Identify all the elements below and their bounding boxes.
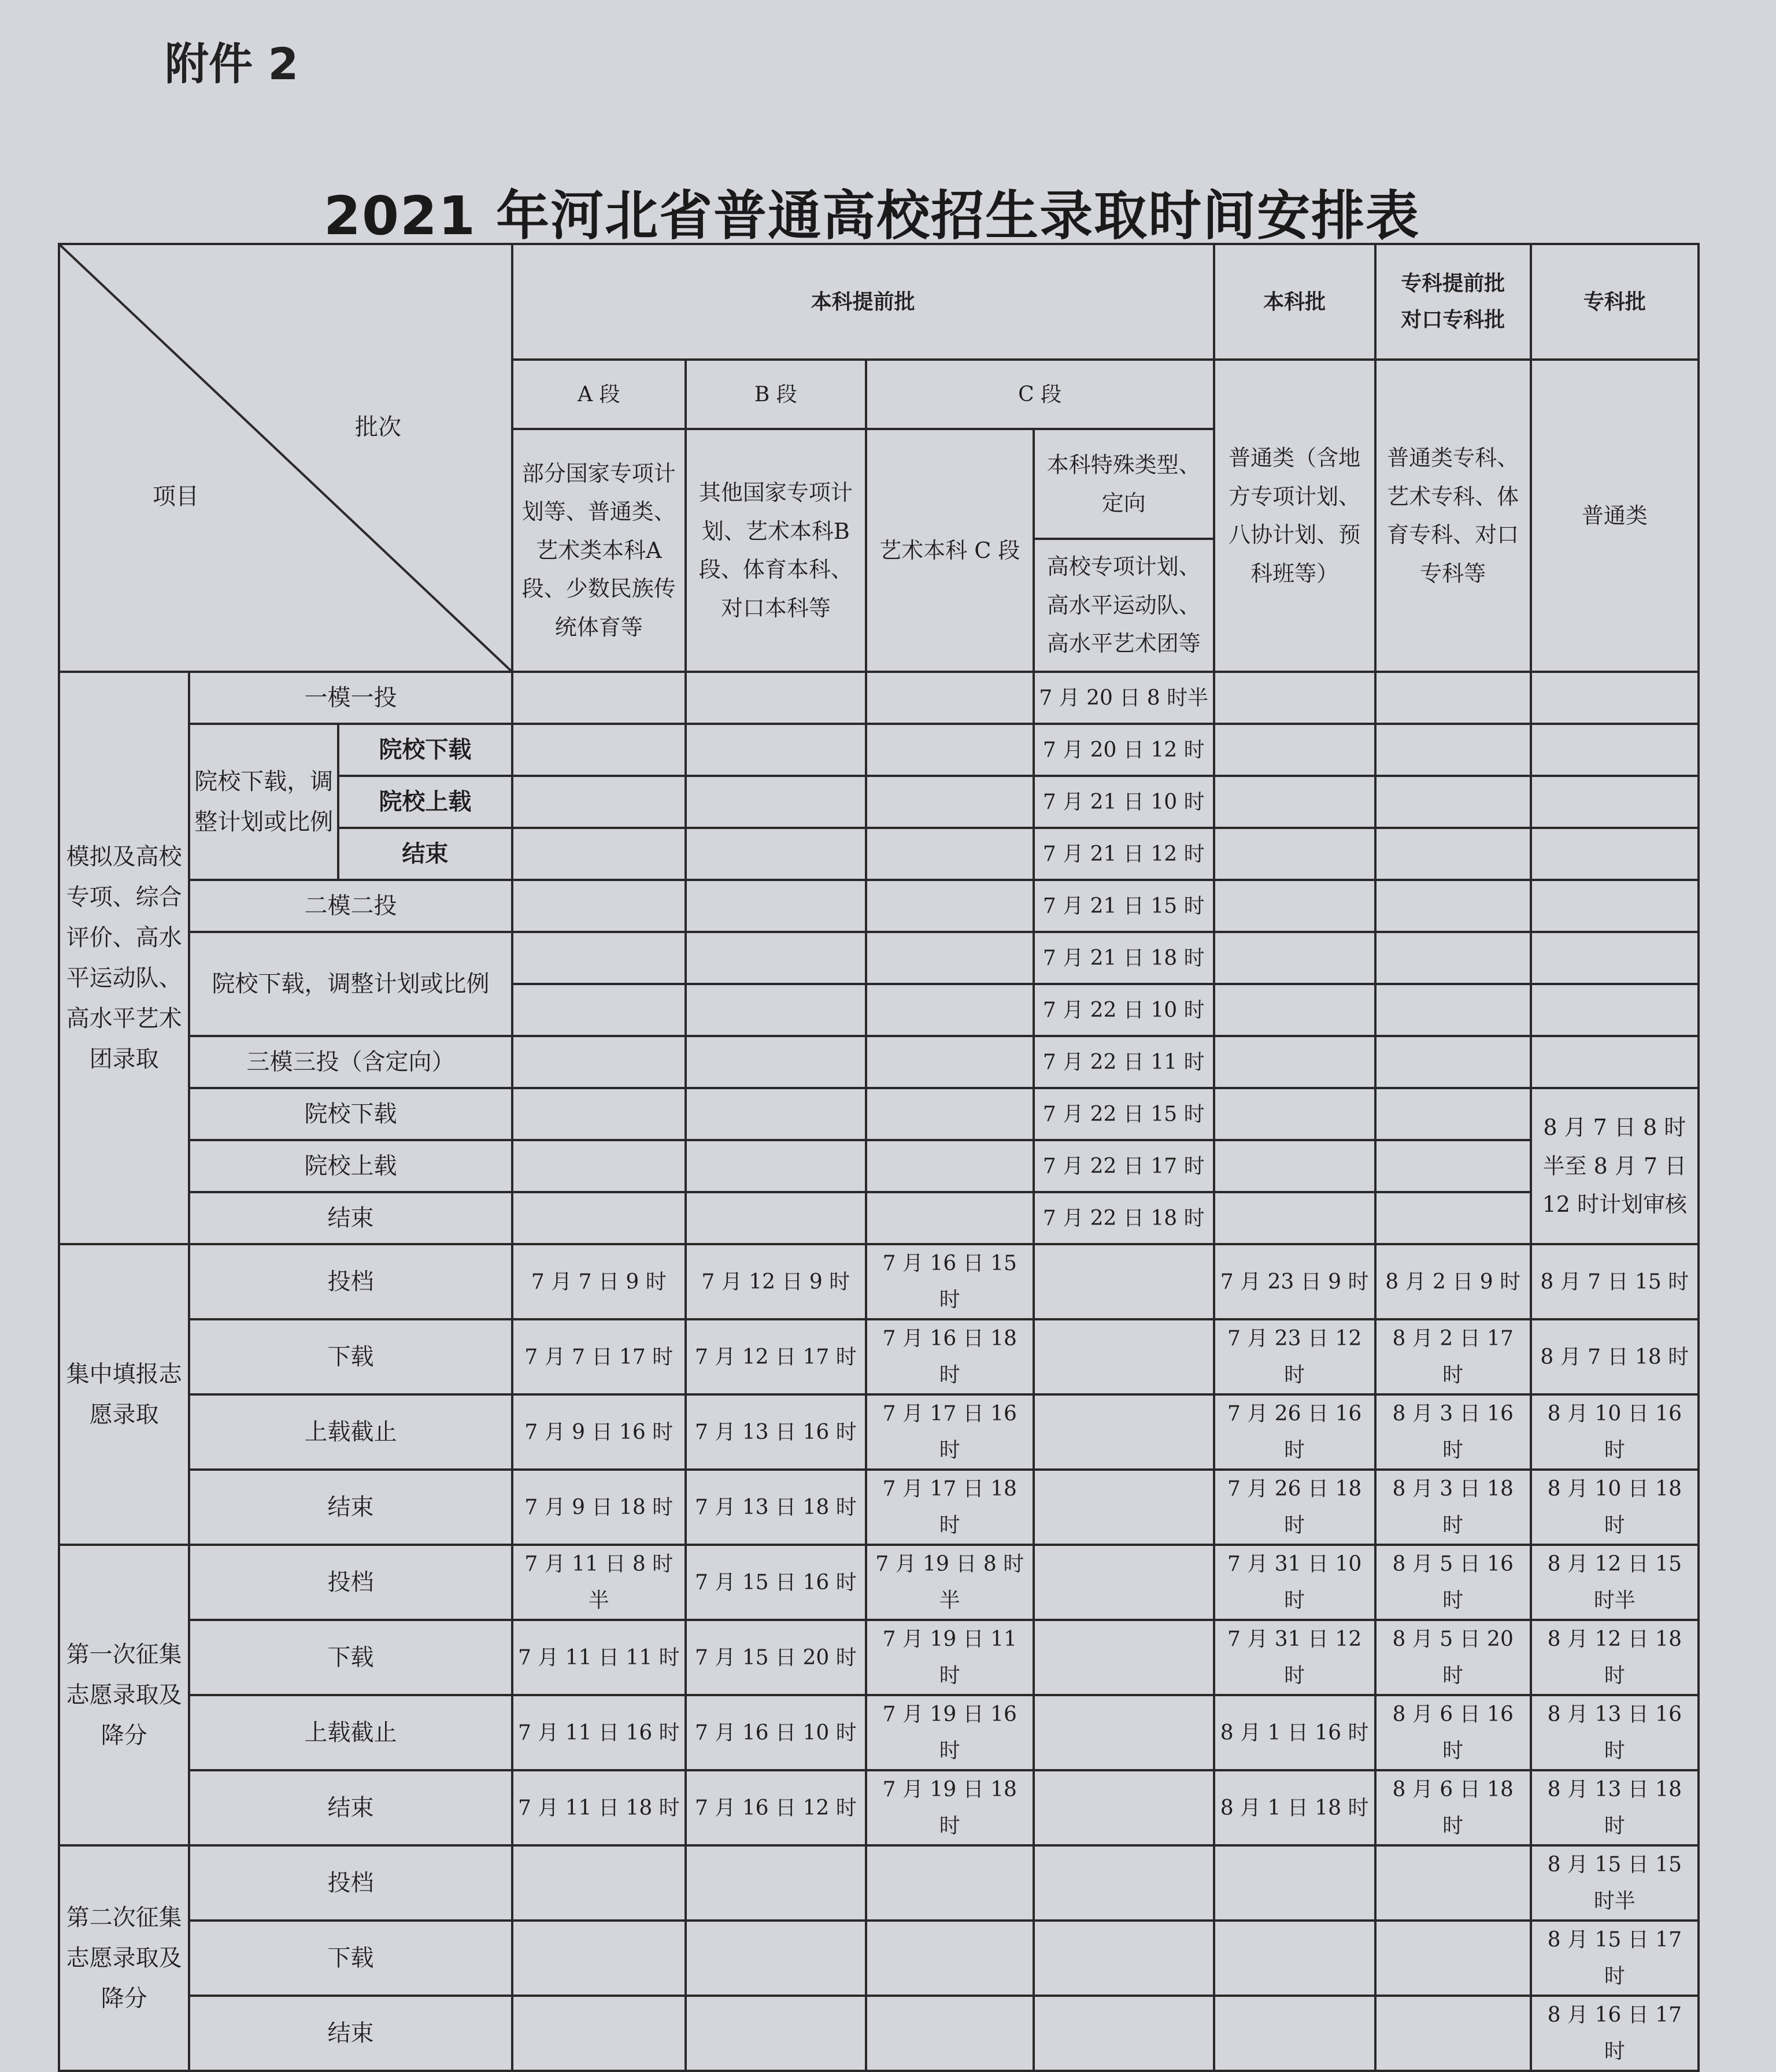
cell-c-art: 7 月 19 日 18 时: [866, 1770, 1034, 1845]
admission-schedule-table: [58, 243, 1700, 2072]
cell-c-art: [866, 1996, 1034, 2071]
table-row: [59, 1036, 1699, 1088]
cell-b-segment: 7 月 13 日 16 时: [686, 1394, 866, 1470]
cell-zhuanke-tiqian: [1375, 828, 1531, 880]
cell-zhuanke: 8 月 10 日 16 时: [1531, 1394, 1699, 1470]
diagonal-line: [60, 245, 511, 671]
cell-a-segment: [512, 1088, 686, 1140]
cell-c-art: 7 月 16 日 18 时: [866, 1319, 1034, 1394]
cell-c-special: [1034, 1244, 1214, 1319]
cell-a-segment: [512, 724, 686, 776]
cell-zhuanke: 8 月 10 日 18 时: [1531, 1470, 1699, 1545]
cell-zhuanke-tiqian: 8 月 2 日 17 时: [1375, 1319, 1531, 1394]
cell-b-segment: [686, 1845, 866, 1921]
cell-zhuanke-tiqian: 8 月 6 日 16 时: [1375, 1695, 1531, 1770]
cell-c-art: [866, 1845, 1034, 1921]
cell-a-segment: 7 月 11 日 18 时: [512, 1770, 686, 1845]
a-segment-description: 部分国家专项计划等、普通类、艺术类本科A 段、少数民族传统体育等: [512, 429, 686, 672]
cell-a-segment: [512, 880, 686, 932]
diagonal-header-cell: [59, 244, 512, 672]
cell-zhuanke: [1531, 776, 1699, 828]
cell-c-art: [866, 828, 1034, 880]
cell-zhuanke: [1531, 672, 1699, 724]
cell-zhuanke: [1531, 932, 1699, 984]
cell-c-special: [1034, 1921, 1214, 1996]
cell-benke: [1214, 1845, 1375, 1921]
table-row: [59, 1244, 1699, 1319]
cell-zhuanke-tiqian: 8 月 3 日 18 时: [1375, 1470, 1531, 1545]
cell-b-segment: 7 月 16 日 12 时: [686, 1770, 866, 1845]
row-label: 投档: [189, 1244, 512, 1319]
cell-a-segment: [512, 776, 686, 828]
cell-benke: [1214, 984, 1375, 1036]
row-label: 二模二投: [189, 880, 512, 932]
b-segment-description: 其他国家专项计划、艺术本科B 段、体育本科、对口本科等: [686, 429, 866, 672]
cell-benke: [1214, 880, 1375, 932]
cell-zhuanke-tiqian: [1375, 932, 1531, 984]
cell-b-segment: 7 月 13 日 18 时: [686, 1470, 866, 1545]
cell-c-art: [866, 880, 1034, 932]
cell-c-special: 7 月 21 日 12 时: [1034, 828, 1214, 880]
cell-a-segment: 7 月 9 日 18 时: [512, 1470, 686, 1545]
cell-zhuanke: 8 月 13 日 16 时: [1531, 1695, 1699, 1770]
cell-c-special: [1034, 1695, 1214, 1770]
cell-benke: [1214, 1140, 1375, 1192]
cell-zhuanke-tiqian: 8 月 2 日 9 时: [1375, 1244, 1531, 1319]
cell-zhuanke: [1531, 724, 1699, 776]
cell-zhuanke-tiqian: 8 月 3 日 16 时: [1375, 1394, 1531, 1470]
cell-b-segment: [686, 1192, 866, 1244]
header-zhuanke-tiqian: 专科提前批 对口专科批: [1375, 244, 1531, 360]
cell-benke: 7 月 23 日 9 时: [1214, 1244, 1375, 1319]
cell-a-segment: [512, 1036, 686, 1088]
cell-zhuanke: [1531, 1036, 1699, 1088]
row-label: 结束: [189, 1470, 512, 1545]
cell-benke: 7 月 23 日 12 时: [1214, 1319, 1375, 1394]
table-row: [59, 1192, 1699, 1244]
cell-a-segment: [512, 1921, 686, 1996]
table-row: [59, 1770, 1699, 1845]
cell-c-special: 7 月 22 日 18 时: [1034, 1192, 1214, 1244]
header-a-segment: A 段: [512, 360, 686, 429]
cell-c-art: [866, 1921, 1034, 1996]
table-row: [59, 1319, 1699, 1394]
cell-c-special: 7 月 22 日 11 时: [1034, 1036, 1214, 1088]
cell-c-art: [866, 1036, 1034, 1088]
row-label: 结束: [338, 828, 512, 880]
cell-zhuanke-tiqian: [1375, 1921, 1531, 1996]
cell-b-segment: [686, 1088, 866, 1140]
group-label: 集中填报志愿录取: [59, 1244, 189, 1545]
cell-b-segment: 7 月 15 日 20 时: [686, 1620, 866, 1695]
cell-zhuanke: 8 月 12 日 15 时半: [1531, 1545, 1699, 1620]
table-row: [59, 932, 1699, 984]
cell-a-segment: [512, 1192, 686, 1244]
cell-benke: 8 月 1 日 18 时: [1214, 1770, 1375, 1845]
cell-b-segment: 7 月 16 日 10 时: [686, 1695, 866, 1770]
cell-zhuanke-tiqian: [1375, 724, 1531, 776]
cell-benke: [1214, 828, 1375, 880]
cell-zhuanke-tiqian: [1375, 776, 1531, 828]
table-row: [59, 1470, 1699, 1545]
cell-benke: [1214, 1036, 1375, 1088]
cell-c-art: 7 月 19 日 11 时: [866, 1620, 1034, 1695]
cell-c-art: 7 月 17 日 16 时: [866, 1394, 1034, 1470]
cell-zhuanke-tiqian: 8 月 6 日 18 时: [1375, 1770, 1531, 1845]
cell-c-art: [866, 984, 1034, 1036]
cell-benke: 8 月 1 日 16 时: [1214, 1695, 1375, 1770]
table-row: [59, 1921, 1699, 1996]
cell-c-special: 7 月 20 日 12 时: [1034, 724, 1214, 776]
row-label: 院校上载: [338, 776, 512, 828]
header-zhuanke: 专科批: [1531, 244, 1699, 360]
cell-c-special: [1034, 1470, 1214, 1545]
cell-a-segment: 7 月 7 日 9 时: [512, 1244, 686, 1319]
cell-benke: [1214, 776, 1375, 828]
table-row: [59, 1140, 1699, 1192]
c-special-type-description: 本科特殊类型、定向: [1034, 429, 1214, 539]
cell-c-art: [866, 1192, 1034, 1244]
table-row: [59, 1695, 1699, 1770]
cell-a-segment: 7 月 7 日 17 时: [512, 1319, 686, 1394]
row-label: 三模三投（含定向）: [189, 1036, 512, 1088]
cell-c-special: 7 月 21 日 10 时: [1034, 776, 1214, 828]
row-label: 院校上载: [189, 1140, 512, 1192]
cell-zhuanke: 8 月 15 日 15 时半: [1531, 1845, 1699, 1921]
cell-c-special: 7 月 20 日 8 时半: [1034, 672, 1214, 724]
row-label: 投档: [189, 1845, 512, 1921]
cell-zhuanke-tiqian: [1375, 1845, 1531, 1921]
cell-zhuanke: 8 月 13 日 18 时: [1531, 1770, 1699, 1845]
row-label: 院校下载，调整计划或比例: [189, 932, 512, 1036]
cell-zhuanke-tiqian: [1375, 1140, 1531, 1192]
cell-b-segment: [686, 932, 866, 984]
cell-a-segment: 7 月 11 日 8 时半: [512, 1545, 686, 1620]
cell-zhuanke: 8 月 7 日 18 时: [1531, 1319, 1699, 1394]
cell-c-special: 7 月 22 日 10 时: [1034, 984, 1214, 1036]
cell-benke: [1214, 672, 1375, 724]
cell-a-segment: [512, 1996, 686, 2071]
cell-b-segment: [686, 984, 866, 1036]
row-label: 上载截止: [189, 1394, 512, 1470]
sub-group-label: 院校下载，调整计划或比例: [189, 724, 338, 880]
cell-c-art: [866, 672, 1034, 724]
cell-zhuanke: [1531, 984, 1699, 1036]
row-label: 下载: [189, 1319, 512, 1394]
cell-benke: [1214, 724, 1375, 776]
cell-c-special: [1034, 1845, 1214, 1921]
row-label: 下载: [189, 1620, 512, 1695]
header-benke-tiqian: 本科提前批: [512, 244, 1214, 360]
cell-benke: 7 月 31 日 10 时: [1214, 1545, 1375, 1620]
cell-benke: 7 月 26 日 16 时: [1214, 1394, 1375, 1470]
cell-zhuanke: 8 月 16 日 17 时: [1531, 1996, 1699, 2071]
row-label: 一模一投: [189, 672, 512, 724]
cell-zhuanke-tiqian: [1375, 1088, 1531, 1140]
cell-zhuanke: 8 月 7 日 15 时: [1531, 1244, 1699, 1319]
c-special-plan-description: 高校专项计划、高水平运动队、高水平艺术团等: [1034, 539, 1214, 672]
table-row: [59, 1620, 1699, 1695]
attachment-label: 附件 2: [165, 38, 299, 90]
cell-zhuanke: 8 月 12 日 18 时: [1531, 1620, 1699, 1695]
cell-c-special: 7 月 22 日 17 时: [1034, 1140, 1214, 1192]
cell-c-art: 7 月 19 日 8 时半: [866, 1545, 1034, 1620]
row-label: 院校下载: [338, 724, 512, 776]
group-label: 模拟及高校专项、综合评价、高水平运动队、高水平艺术团录取: [59, 672, 189, 1244]
cell-c-art: 7 月 16 日 15 时: [866, 1244, 1034, 1319]
benke-description: 普通类（含地方专项计划、八协计划、预科班等）: [1214, 360, 1375, 672]
cell-benke: 7 月 31 日 12 时: [1214, 1620, 1375, 1695]
cell-c-special: 7 月 21 日 15 时: [1034, 880, 1214, 932]
cell-zhuanke: [1531, 828, 1699, 880]
cell-b-segment: 7 月 12 日 17 时: [686, 1319, 866, 1394]
cell-zhuanke-tiqian: [1375, 880, 1531, 932]
cell-c-special: [1034, 1770, 1214, 1845]
row-label: 结束: [189, 1996, 512, 2071]
cell-c-art: [866, 1140, 1034, 1192]
row-label: 投档: [189, 1545, 512, 1620]
table-row: [59, 1394, 1699, 1470]
cell-zhuanke-tiqian: 8 月 5 日 16 时: [1375, 1545, 1531, 1620]
cell-b-segment: [686, 1036, 866, 1088]
cell-b-segment: [686, 828, 866, 880]
cell-c-special: 7 月 21 日 18 时: [1034, 932, 1214, 984]
zhuanke-tiqian-description: 普通类专科、艺术专科、体育专科、对口专科等: [1375, 360, 1531, 672]
cell-a-segment: 7 月 11 日 16 时: [512, 1695, 686, 1770]
group-label: 第一次征集志愿录取及降分: [59, 1545, 189, 1845]
cell-c-art: 7 月 17 日 18 时: [866, 1470, 1034, 1545]
table-row: [59, 724, 1699, 776]
cell-zhuanke-tiqian: [1375, 1192, 1531, 1244]
table-row: [59, 672, 1699, 724]
batch-label: 批次: [355, 414, 401, 441]
cell-zhuanke: 8 月 15 日 17 时: [1531, 1921, 1699, 1996]
cell-a-segment: [512, 1140, 686, 1192]
cell-a-segment: [512, 932, 686, 984]
table-row: [59, 1088, 1699, 1140]
cell-b-segment: [686, 724, 866, 776]
page-title: 2021 年河北省普通高校招生录取时间安排表: [324, 185, 1420, 247]
cell-c-special: [1034, 1545, 1214, 1620]
zhuanke-description: 普通类: [1531, 360, 1699, 672]
cell-a-segment: [512, 984, 686, 1036]
cell-a-segment: [512, 828, 686, 880]
group-label: 第二次征集志愿录取及降分: [59, 1845, 189, 2071]
cell-zhuanke-tiqian: [1375, 1996, 1531, 2071]
cell-c-art: [866, 932, 1034, 984]
cell-c-art: [866, 1088, 1034, 1140]
row-label: 院校下载: [189, 1088, 512, 1140]
cell-benke: [1214, 1921, 1375, 1996]
c-art-description: 艺术本科 C 段: [866, 429, 1034, 672]
table-row: [59, 880, 1699, 932]
cell-b-segment: [686, 1140, 866, 1192]
cell-c-art: [866, 776, 1034, 828]
cell-benke: [1214, 1088, 1375, 1140]
table-row: [59, 1996, 1699, 2071]
row-label: 下载: [189, 1921, 512, 1996]
cell-c-special: 7 月 22 日 15 时: [1034, 1088, 1214, 1140]
cell-benke: [1214, 1192, 1375, 1244]
row-label: 结束: [189, 1770, 512, 1845]
cell-a-segment: 7 月 11 日 11 时: [512, 1620, 686, 1695]
cell-b-segment: [686, 1996, 866, 2071]
item-label: 项目: [153, 483, 199, 510]
cell-c-special: [1034, 1620, 1214, 1695]
cell-a-segment: [512, 1845, 686, 1921]
header-b-segment: B 段: [686, 360, 866, 429]
header-benke: 本科批: [1214, 244, 1375, 360]
cell-zhuanke-tiqian: [1375, 672, 1531, 724]
cell-benke: [1214, 932, 1375, 984]
cell-c-special: [1034, 1319, 1214, 1394]
cell-zhuanke: [1531, 880, 1699, 932]
header-c-segment: C 段: [866, 360, 1214, 429]
plan-review-note: 8 月 7 日 8 时半至 8 月 7 日 12 时计划审核: [1531, 1088, 1699, 1244]
cell-c-art: 7 月 19 日 16 时: [866, 1695, 1034, 1770]
cell-benke: [1214, 1996, 1375, 2071]
cell-a-segment: [512, 672, 686, 724]
cell-benke: 7 月 26 日 18 时: [1214, 1470, 1375, 1545]
row-label: 上载截止: [189, 1695, 512, 1770]
cell-c-special: [1034, 1394, 1214, 1470]
cell-b-segment: [686, 776, 866, 828]
cell-b-segment: [686, 1921, 866, 1996]
cell-zhuanke-tiqian: [1375, 1036, 1531, 1088]
row-label: 结束: [189, 1192, 512, 1244]
table-row: [59, 1845, 1699, 1921]
cell-a-segment: 7 月 9 日 16 时: [512, 1394, 686, 1470]
cell-c-special: [1034, 1996, 1214, 2071]
cell-b-segment: [686, 880, 866, 932]
cell-c-art: [866, 724, 1034, 776]
cell-b-segment: 7 月 15 日 16 时: [686, 1545, 866, 1620]
cell-zhuanke-tiqian: 8 月 5 日 20 时: [1375, 1620, 1531, 1695]
table-row: [59, 1545, 1699, 1620]
cell-b-segment: 7 月 12 日 9 时: [686, 1244, 866, 1319]
cell-zhuanke-tiqian: [1375, 984, 1531, 1036]
cell-b-segment: [686, 672, 866, 724]
